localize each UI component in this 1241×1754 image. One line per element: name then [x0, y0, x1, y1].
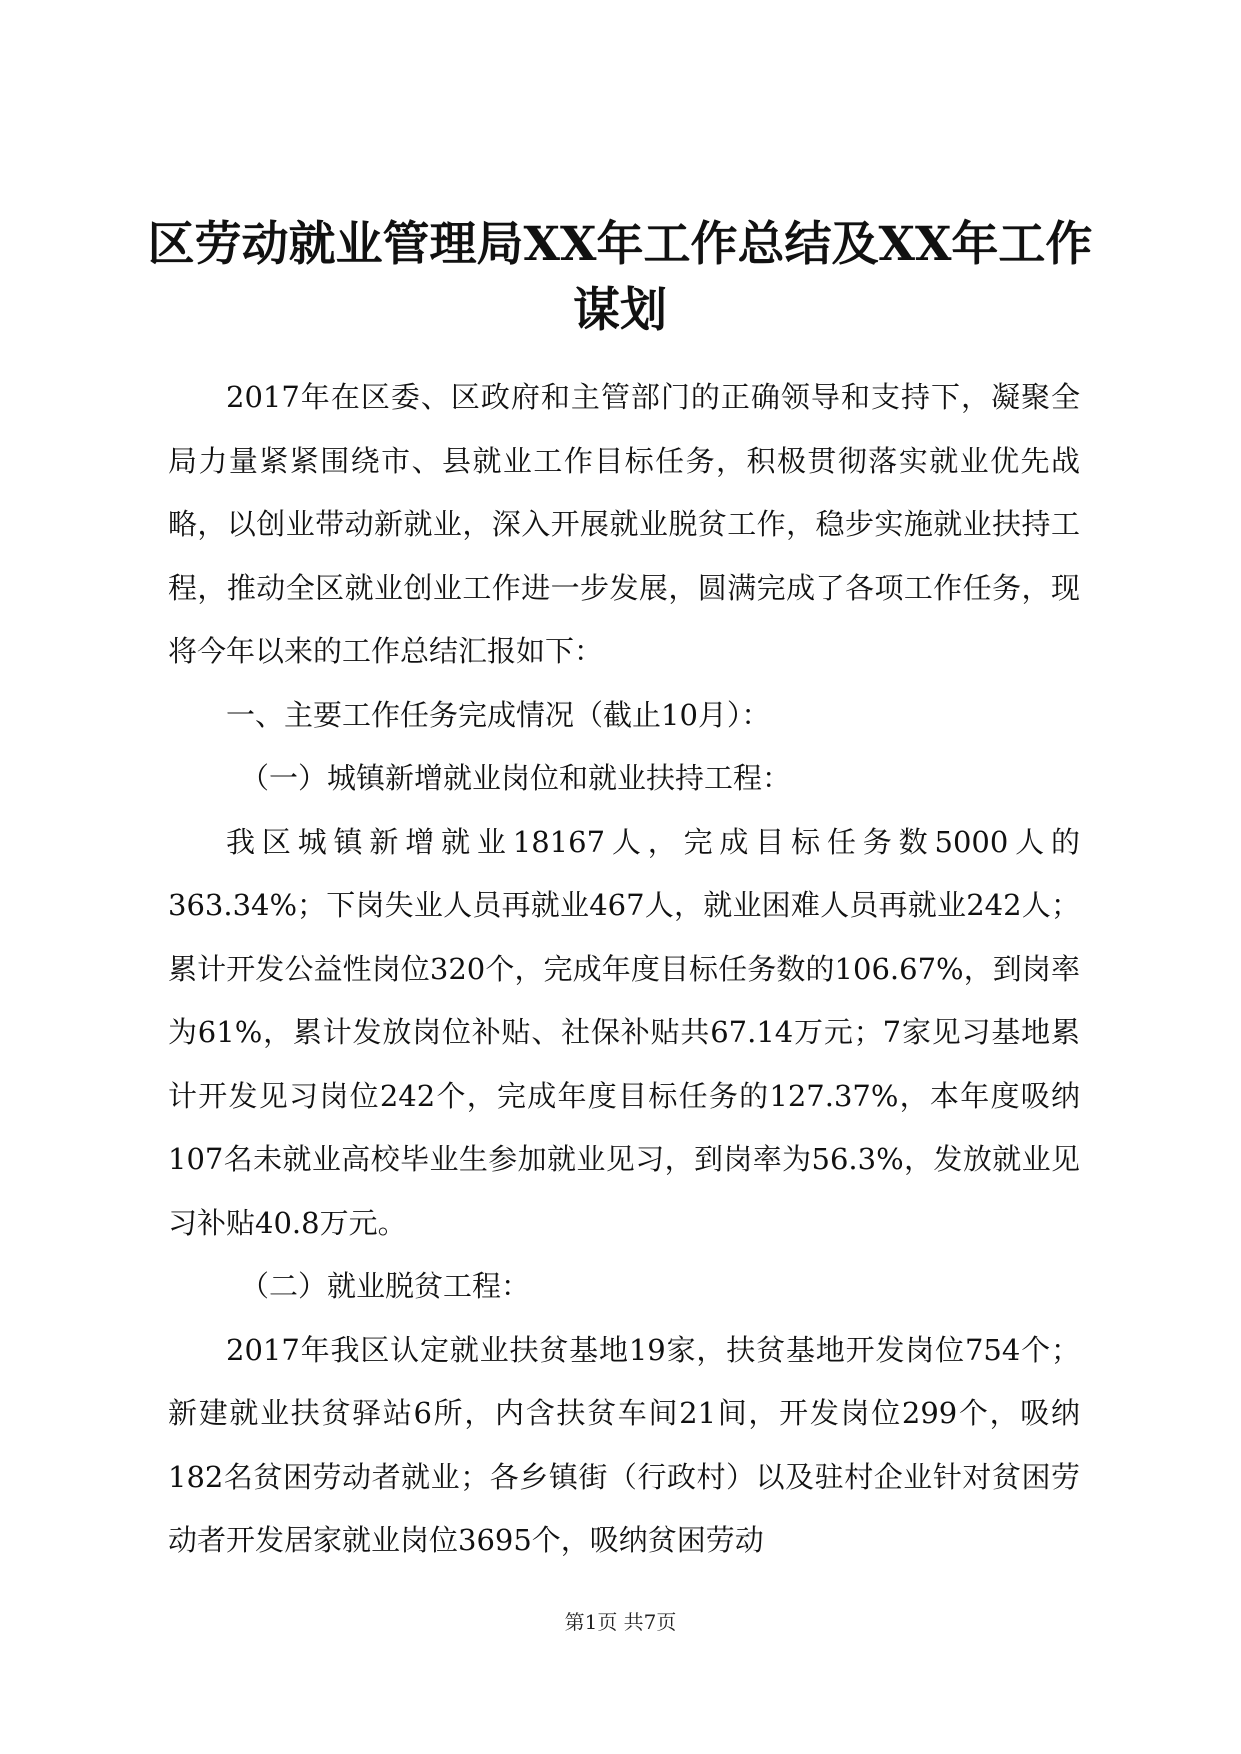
poverty-employment-paragraph: 2017年我区认定就业扶贫基地19家，扶贫基地开发岗位754个；新建就业扶贫驿站6所，内含扶贫车间21间，开发岗位299个，吸纳182名贫困劳动者就业；各乡镇街（行政村）以及驻村企业针对贫困劳动者开发居家就业岗位3695个，吸纳贫困劳动 — [168, 1332, 1080, 1557]
document-title: 区劳动就业管理局XX年工作总结及XX年工作谋划 — [147, 217, 1093, 338]
document-body — [168, 366, 1080, 1573]
intro-paragraph: 2017年在区委、区政府和主管部门的正确领导和支持下，凝聚全局力量紧紧围绕市、县就业工作目标任务，积极贯彻落实就业优先战略，以创业带动新就业，深入开展就业脱贫工作，稳步实施就业扶持工程，推动全区就业创业工作进一步发展，圆满完成了各项工作任务，现将今年以来的工作总结汇报如下： — [168, 380, 1080, 668]
subsection-heading-2: （二）就业脱贫工程： — [240, 1269, 531, 1303]
subsection-heading-1: （一）城镇新增就业岗位和就业扶持工程： — [240, 761, 792, 795]
section-heading-1: 一、主要工作任务完成情况（截止10月）： — [226, 697, 771, 732]
page-footer: 第1页 共7页 — [564, 1610, 677, 1634]
employment-paragraph: 我区城镇新增就业18167人，完成目标任务数5000人的363.34%；下岗失业人员再就业467人，就业困难人员再就业242人；累计开发公益性岗位320个，完成年度目标任务数的106.67%，到岗率为61%，累计发放岗位补贴、社保补贴共67.14万元；7家见习基地累计开发见习岗位242个，完成年度目标任务的127.37%，本年度吸纳107名未就业高校毕业生参加就业见习，到岗率为56.3%，发放就业见习补贴40.8万元。 — [168, 824, 1080, 1240]
